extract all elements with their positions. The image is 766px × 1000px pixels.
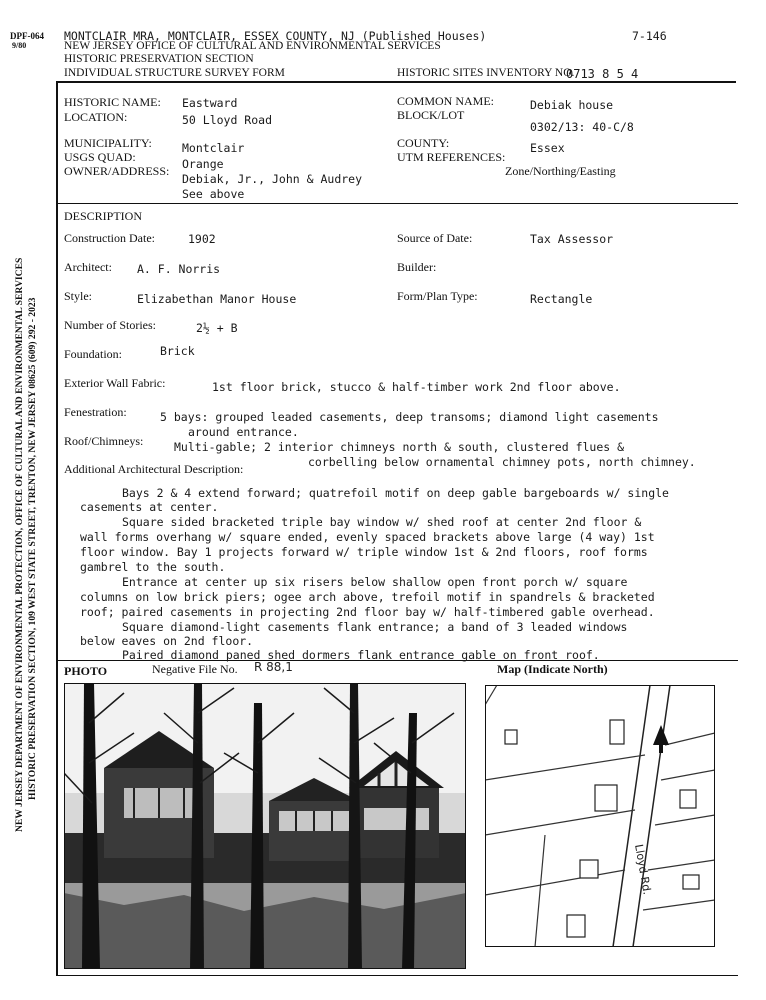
additional-line: Square sided bracketed triple bay window w/ shed roof at center 2nd floor &: [122, 515, 642, 529]
additional-line: below eaves on 2nd floor.: [80, 634, 254, 648]
usgs-quad-value: Orange: [182, 157, 224, 171]
inventory-label: HISTORIC SITES INVENTORY NO.: [397, 67, 575, 79]
stories-label: Number of Stories:: [64, 318, 156, 332]
foundation-value: Brick: [160, 344, 195, 358]
roof-chimneys-label: Roof/Chimneys:: [64, 434, 144, 448]
photo-label: PHOTO: [64, 664, 108, 678]
location-value: 50 Lloyd Road: [182, 113, 273, 127]
fenestration-value-1: 5 bays: grouped leaded casements, deep transoms; diamond light casements: [160, 410, 659, 424]
owner-address-label: OWNER/ADDRESS:: [64, 164, 170, 178]
sidebar-address-line: HISTORIC PRESERVATION SECTION, 109 WEST STATE STREET, TRENTON, NEW JERSEY 08625 (609) 292 - 2023: [27, 297, 38, 800]
source-of-date-label: Source of Date:: [397, 231, 473, 245]
usgs-quad-label: USGS QUAD:: [64, 150, 136, 164]
negative-file-label: Negative File No.: [152, 662, 238, 676]
foundation-label: Foundation:: [64, 347, 123, 361]
fenestration-value-2: around entrance.: [188, 425, 299, 439]
form-code: DPF-064: [10, 31, 44, 41]
additional-line: columns on low brick piers; ogee arch above, trefoil motif in spandrels & bracketed: [80, 590, 655, 604]
exterior-wall-label: Exterior Wall Fabric:: [64, 376, 166, 390]
negative-file-number: R 88,1: [254, 660, 293, 674]
style-label: Style:: [64, 289, 93, 303]
additional-line: casements at center.: [80, 500, 219, 514]
location-map: [485, 685, 715, 947]
style-value: Elizabethan Manor House: [137, 292, 297, 306]
additional-line: Square diamond-light casements flank entrance; a band of 3 leaded windows: [122, 620, 628, 634]
fenestration-label: Fenestration:: [64, 405, 127, 419]
stories-value: 2½ + B: [196, 321, 238, 335]
additional-line: wall forms overhang w/ square ended, evenly spaced brackets above large (4 way) 1st: [80, 530, 655, 544]
additional-line: floor window. Bay 1 projects forward w/ triple window 1st & 2nd floors, roof forms: [80, 545, 648, 559]
additional-line: Bays 2 & 4 extend forward; quatrefoil motif on deep gable bargeboards w/ single: [122, 486, 669, 500]
municipality-label: MUNICIPALITY:: [64, 136, 152, 150]
additional-line: gambrel to the south.: [80, 560, 226, 574]
construction-date-value: 1902: [188, 232, 216, 246]
office-title: NEW JERSEY OFFICE OF CULTURAL AND ENVIRONMENTAL SERVICES: [64, 40, 441, 52]
utm-zone-label: Zone/Northing/Easting: [505, 164, 616, 178]
sidebar-department-line: NEW JERSEY DEPARTMENT OF ENVIRONMENTAL PROTECTION, OFFICE OF CULTURAL AND ENVIRONMENTAL SERVICES: [14, 257, 25, 832]
municipality-value: Montclair: [182, 141, 245, 155]
additional-description-label: Additional Architectural Description:: [64, 462, 244, 476]
common-name-label: COMMON NAME:: [397, 94, 495, 108]
roof-chimneys-value-1: Multi-gable; 2 interior chimneys north & south, clustered flues &: [174, 440, 625, 454]
left-border: [56, 81, 58, 976]
roof-chimneys-value-2: corbelling below ornamental chimney pots, north chimney.: [308, 455, 696, 469]
location-label: LOCATION:: [64, 110, 128, 124]
architect-label: Architect:: [64, 260, 112, 274]
builder-label: Builder:: [397, 260, 437, 274]
owner-address-value: See above: [182, 187, 245, 201]
typed-header-line: MONTCLAIR MRA, MONTCLAIR, ESSEX COUNTY, NJ (Published Houses): [64, 29, 487, 43]
inventory-number: 0713 8 5 4: [566, 67, 639, 81]
map-street-label: Lloyd Rd.: [632, 843, 654, 896]
block-lot-label: BLOCK/LOT: [397, 108, 465, 122]
additional-line: Entrance at center up six risers below shallow open front porch w/ square: [122, 575, 628, 589]
description-heading: DESCRIPTION: [64, 209, 143, 223]
form-title: INDIVIDUAL STRUCTURE SURVEY FORM: [64, 67, 285, 79]
historic-name-label: HISTORIC NAME:: [64, 95, 161, 109]
architect-value: A. F. Norris: [137, 262, 221, 276]
source-of-date-value: Tax Assessor: [530, 232, 614, 246]
block-lot-value: 0302/13: 40-C/8: [530, 120, 634, 134]
exterior-wall-value: 1st floor brick, stucco & half-timber work 2nd floor above.: [212, 380, 621, 394]
utm-references-label: UTM REFERENCES:: [397, 150, 506, 164]
historic-name-value: Eastward: [182, 96, 238, 110]
owner-value: Debiak, Jr., John & Audrey: [182, 172, 363, 186]
additional-line: roof; paired casements in projecting 2nd floor bay w/ half-timbered gable overhead.: [80, 605, 655, 619]
additional-line: Paired diamond paned shed dormers flank entrance gable on front roof.: [122, 648, 600, 662]
construction-date-label: Construction Date:: [64, 231, 155, 245]
identification-rule: [56, 203, 738, 204]
county-value: Essex: [530, 141, 565, 155]
common-name-value: Debiak house: [530, 98, 614, 112]
header-rule: [56, 81, 736, 83]
map-label: Map (Indicate North): [497, 662, 608, 676]
page-reference: 7-146: [632, 29, 667, 43]
form-plan-label: Form/Plan Type:: [397, 289, 478, 303]
county-label: COUNTY:: [397, 136, 450, 150]
sidebar: [0, 0, 40, 1000]
bottom-rule: [56, 975, 738, 976]
section-title: HISTORIC PRESERVATION SECTION: [64, 53, 254, 65]
house-photograph: [64, 683, 466, 969]
form-date-code: 9/80: [12, 41, 27, 50]
form-plan-value: Rectangle: [530, 292, 593, 306]
